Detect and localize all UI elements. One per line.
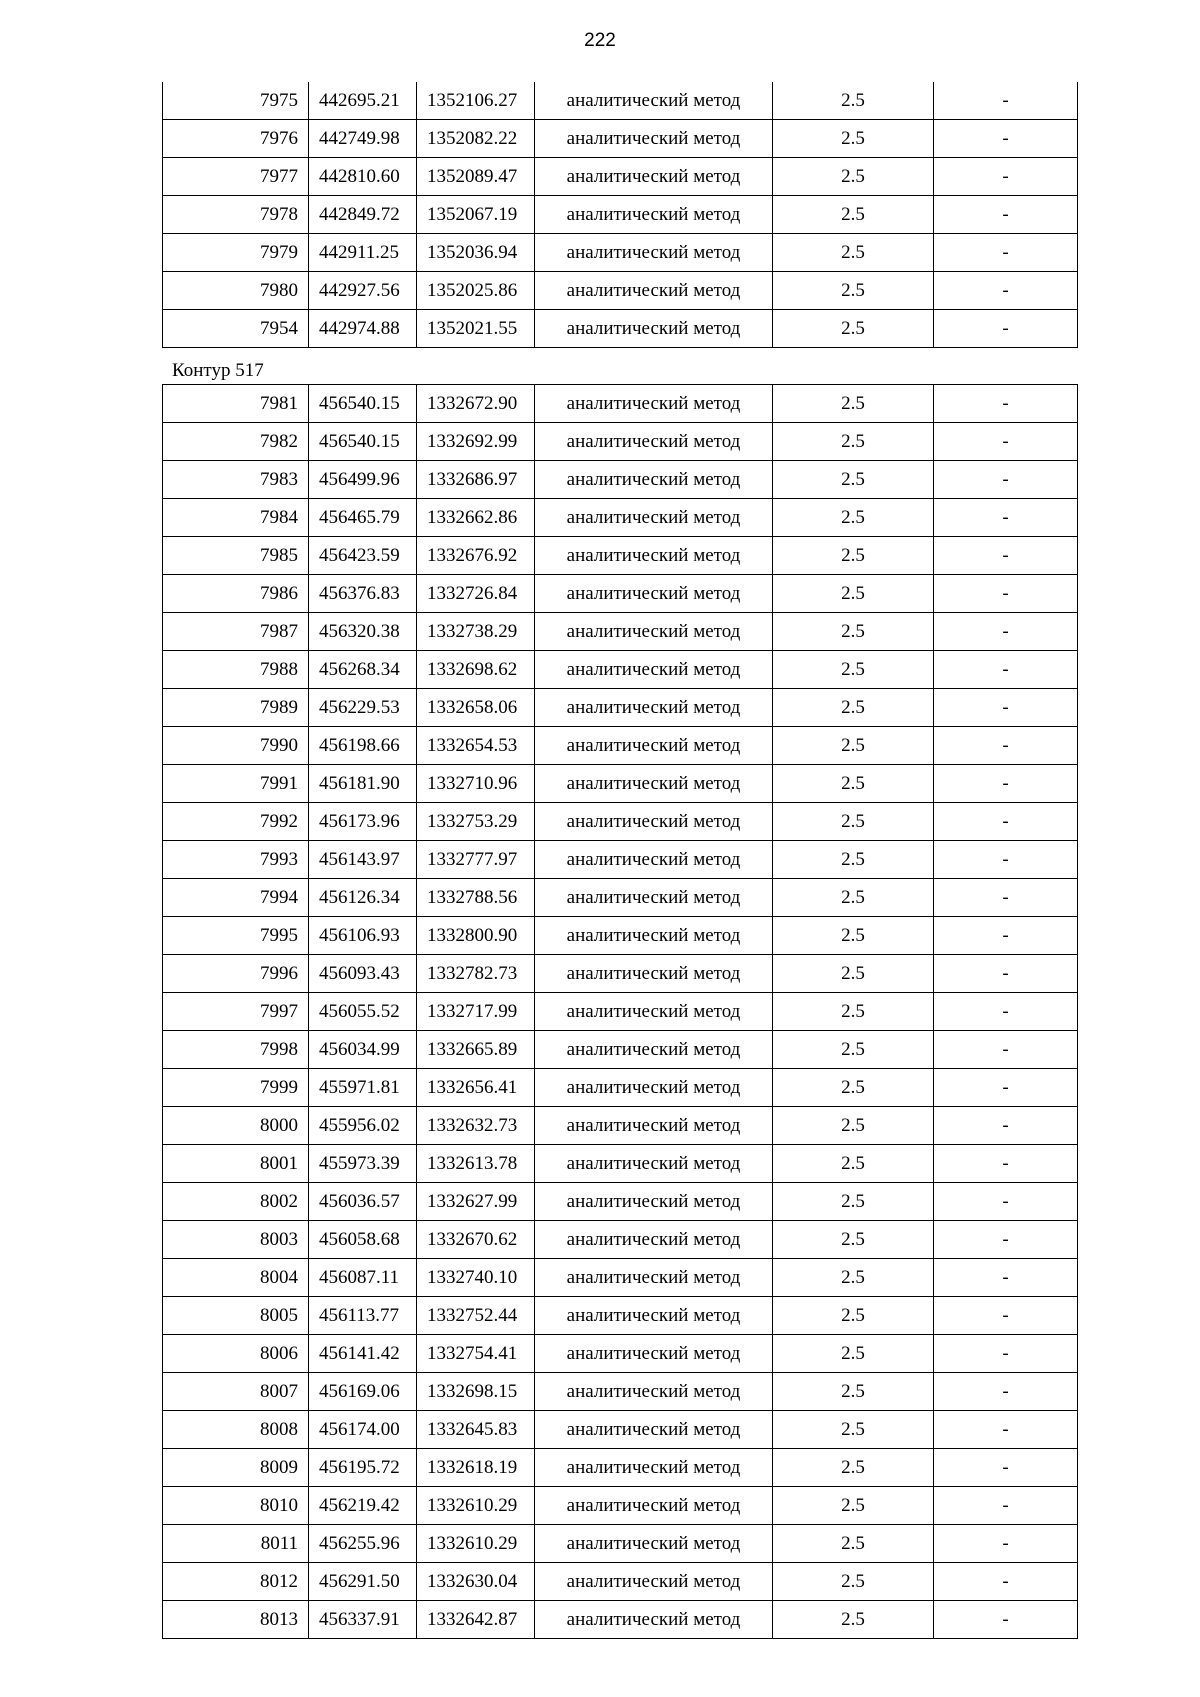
accuracy-cell: 2.5 [773, 689, 934, 727]
accuracy-cell: 2.5 [773, 385, 934, 423]
x-coordinate-cell: 456229.53 [309, 689, 417, 727]
method-cell: аналитический метод [535, 917, 773, 955]
method-cell: аналитический метод [535, 385, 773, 423]
note-cell: - [934, 1107, 1078, 1145]
table-row [163, 1069, 1078, 1107]
accuracy-cell: 2.5 [773, 841, 934, 879]
accuracy-cell: 2.5 [773, 1297, 934, 1335]
note-cell: - [934, 1373, 1078, 1411]
y-coordinate-cell: 1332610.29 [417, 1487, 535, 1525]
x-coordinate-cell: 456540.15 [309, 423, 417, 461]
y-coordinate-cell: 1332654.53 [417, 727, 535, 765]
accuracy-cell: 2.5 [773, 1259, 934, 1297]
note-cell: - [934, 1563, 1078, 1601]
y-coordinate-cell: 1332642.87 [417, 1601, 535, 1639]
x-coordinate-cell: 456255.96 [309, 1525, 417, 1563]
table-row [163, 196, 1078, 234]
table-row [163, 499, 1078, 537]
note-cell: - [934, 651, 1078, 689]
note-cell: - [934, 1183, 1078, 1221]
point-number-cell: 7994 [163, 879, 309, 917]
method-cell: аналитический метод [535, 1449, 773, 1487]
y-coordinate-cell: 1332738.29 [417, 613, 535, 651]
note-cell: - [934, 1601, 1078, 1639]
y-coordinate-cell: 1332672.90 [417, 385, 535, 423]
point-number-cell: 7954 [163, 310, 309, 348]
method-cell: аналитический метод [535, 1525, 773, 1563]
accuracy-cell: 2.5 [773, 1449, 934, 1487]
point-number-cell: 7980 [163, 272, 309, 310]
x-coordinate-cell: 456126.34 [309, 879, 417, 917]
y-coordinate-cell: 1352025.86 [417, 272, 535, 310]
y-coordinate-cell: 1332686.97 [417, 461, 535, 499]
table-row [163, 1487, 1078, 1525]
point-number-cell: 7977 [163, 158, 309, 196]
accuracy-cell: 2.5 [773, 120, 934, 158]
y-coordinate-cell: 1332676.92 [417, 537, 535, 575]
x-coordinate-cell: 442927.56 [309, 272, 417, 310]
table-row [163, 1259, 1078, 1297]
note-cell: - [934, 423, 1078, 461]
x-coordinate-cell: 456465.79 [309, 499, 417, 537]
x-coordinate-cell: 442849.72 [309, 196, 417, 234]
method-cell: аналитический метод [535, 803, 773, 841]
note-cell: - [934, 1335, 1078, 1373]
method-cell: аналитический метод [535, 423, 773, 461]
y-coordinate-cell: 1332726.84 [417, 575, 535, 613]
method-cell: аналитический метод [535, 1297, 773, 1335]
method-cell: аналитический метод [535, 537, 773, 575]
point-number-cell: 7998 [163, 1031, 309, 1069]
table-row [163, 1031, 1078, 1069]
y-coordinate-cell: 1332754.41 [417, 1335, 535, 1373]
table-row [163, 1297, 1078, 1335]
table-row [163, 1145, 1078, 1183]
x-coordinate-cell: 456055.52 [309, 993, 417, 1031]
point-number-cell: 8001 [163, 1145, 309, 1183]
y-coordinate-cell: 1332717.99 [417, 993, 535, 1031]
x-coordinate-cell: 456036.57 [309, 1183, 417, 1221]
table-row [163, 689, 1078, 727]
accuracy-cell: 2.5 [773, 1145, 934, 1183]
table-row [163, 310, 1078, 348]
note-cell: - [934, 955, 1078, 993]
table-row [163, 1221, 1078, 1259]
accuracy-cell: 2.5 [773, 537, 934, 575]
y-coordinate-cell: 1332662.86 [417, 499, 535, 537]
point-number-cell: 8008 [163, 1411, 309, 1449]
table-row [163, 234, 1078, 272]
point-number-cell: 7984 [163, 499, 309, 537]
method-cell: аналитический метод [535, 1221, 773, 1259]
accuracy-cell: 2.5 [773, 765, 934, 803]
note-cell: - [934, 537, 1078, 575]
table-row [163, 1183, 1078, 1221]
y-coordinate-cell: 1332618.19 [417, 1449, 535, 1487]
coordinates-table-continued [162, 82, 1078, 348]
y-coordinate-cell: 1332613.78 [417, 1145, 535, 1183]
point-number-cell: 7989 [163, 689, 309, 727]
note-cell: - [934, 1525, 1078, 1563]
table-row [163, 1335, 1078, 1373]
x-coordinate-cell: 456219.42 [309, 1487, 417, 1525]
accuracy-cell: 2.5 [773, 879, 934, 917]
note-cell: - [934, 1031, 1078, 1069]
accuracy-cell: 2.5 [773, 575, 934, 613]
y-coordinate-cell: 1352089.47 [417, 158, 535, 196]
table-row [163, 575, 1078, 613]
note-cell: - [934, 613, 1078, 651]
accuracy-cell: 2.5 [773, 613, 934, 651]
method-cell: аналитический метод [535, 1601, 773, 1639]
y-coordinate-cell: 1332698.15 [417, 1373, 535, 1411]
y-coordinate-cell: 1332777.97 [417, 841, 535, 879]
x-coordinate-cell: 456093.43 [309, 955, 417, 993]
x-coordinate-cell: 442911.25 [309, 234, 417, 272]
x-coordinate-cell: 442974.88 [309, 310, 417, 348]
table-row [163, 803, 1078, 841]
point-number-cell: 7982 [163, 423, 309, 461]
note-cell: - [934, 1297, 1078, 1335]
x-coordinate-cell: 456376.83 [309, 575, 417, 613]
note-cell: - [934, 158, 1078, 196]
accuracy-cell: 2.5 [773, 1221, 934, 1259]
method-cell: аналитический метод [535, 841, 773, 879]
y-coordinate-cell: 1332665.89 [417, 1031, 535, 1069]
x-coordinate-cell: 456291.50 [309, 1563, 417, 1601]
note-cell: - [934, 727, 1078, 765]
point-number-cell: 7979 [163, 234, 309, 272]
table-row [163, 1411, 1078, 1449]
accuracy-cell: 2.5 [773, 917, 934, 955]
x-coordinate-cell: 456181.90 [309, 765, 417, 803]
table-row [163, 158, 1078, 196]
y-coordinate-cell: 1332627.99 [417, 1183, 535, 1221]
method-cell: аналитический метод [535, 1411, 773, 1449]
point-number-cell: 7988 [163, 651, 309, 689]
note-cell: - [934, 310, 1078, 348]
y-coordinate-cell: 1332670.62 [417, 1221, 535, 1259]
y-coordinate-cell: 1332645.83 [417, 1411, 535, 1449]
point-number-cell: 7995 [163, 917, 309, 955]
method-cell: аналитический метод [535, 651, 773, 689]
table-row [163, 1449, 1078, 1487]
x-coordinate-cell: 456320.38 [309, 613, 417, 651]
accuracy-cell: 2.5 [773, 1107, 934, 1145]
point-number-cell: 7990 [163, 727, 309, 765]
note-cell: - [934, 803, 1078, 841]
x-coordinate-cell: 456143.97 [309, 841, 417, 879]
accuracy-cell: 2.5 [773, 1563, 934, 1601]
point-number-cell: 8000 [163, 1107, 309, 1145]
table-row [163, 993, 1078, 1031]
method-cell: аналитический метод [535, 1259, 773, 1297]
accuracy-cell: 2.5 [773, 651, 934, 689]
method-cell: аналитический метод [535, 879, 773, 917]
y-coordinate-cell: 1332710.96 [417, 765, 535, 803]
x-coordinate-cell: 456540.15 [309, 385, 417, 423]
x-coordinate-cell: 442810.60 [309, 158, 417, 196]
x-coordinate-cell: 455956.02 [309, 1107, 417, 1145]
method-cell: аналитический метод [535, 158, 773, 196]
y-coordinate-cell: 1332630.04 [417, 1563, 535, 1601]
table-row [163, 82, 1078, 120]
y-coordinate-cell: 1352067.19 [417, 196, 535, 234]
method-cell: аналитический метод [535, 82, 773, 120]
x-coordinate-cell: 455971.81 [309, 1069, 417, 1107]
point-number-cell: 8006 [163, 1335, 309, 1373]
page-number: 222 [584, 30, 616, 51]
method-cell: аналитический метод [535, 120, 773, 158]
method-cell: аналитический метод [535, 1335, 773, 1373]
accuracy-cell: 2.5 [773, 993, 934, 1031]
point-number-cell: 7992 [163, 803, 309, 841]
accuracy-cell: 2.5 [773, 499, 934, 537]
table-row [163, 1525, 1078, 1563]
accuracy-cell: 2.5 [773, 1411, 934, 1449]
table-row [163, 1563, 1078, 1601]
x-coordinate-cell: 456173.96 [309, 803, 417, 841]
accuracy-cell: 2.5 [773, 196, 934, 234]
note-cell: - [934, 1487, 1078, 1525]
table-row [163, 879, 1078, 917]
method-cell: аналитический метод [535, 993, 773, 1031]
point-number-cell: 8012 [163, 1563, 309, 1601]
method-cell: аналитический метод [535, 272, 773, 310]
x-coordinate-cell: 456141.42 [309, 1335, 417, 1373]
point-number-cell: 8010 [163, 1487, 309, 1525]
x-coordinate-cell: 456195.72 [309, 1449, 417, 1487]
method-cell: аналитический метод [535, 310, 773, 348]
accuracy-cell: 2.5 [773, 1525, 934, 1563]
accuracy-cell: 2.5 [773, 423, 934, 461]
point-number-cell: 8003 [163, 1221, 309, 1259]
accuracy-cell: 2.5 [773, 234, 934, 272]
accuracy-cell: 2.5 [773, 1335, 934, 1373]
x-coordinate-cell: 442749.98 [309, 120, 417, 158]
accuracy-cell: 2.5 [773, 1373, 934, 1411]
table-row [163, 1601, 1078, 1639]
note-cell: - [934, 385, 1078, 423]
table-row [163, 120, 1078, 158]
table-row [163, 1373, 1078, 1411]
accuracy-cell: 2.5 [773, 1487, 934, 1525]
accuracy-cell: 2.5 [773, 1183, 934, 1221]
x-coordinate-cell: 456087.11 [309, 1259, 417, 1297]
x-coordinate-cell: 456174.00 [309, 1411, 417, 1449]
y-coordinate-cell: 1332698.62 [417, 651, 535, 689]
note-cell: - [934, 272, 1078, 310]
x-coordinate-cell: 442695.21 [309, 82, 417, 120]
note-cell: - [934, 1069, 1078, 1107]
table-row [163, 917, 1078, 955]
note-cell: - [934, 765, 1078, 803]
x-coordinate-cell: 456113.77 [309, 1297, 417, 1335]
method-cell: аналитический метод [535, 461, 773, 499]
method-cell: аналитический метод [535, 727, 773, 765]
point-number-cell: 8002 [163, 1183, 309, 1221]
method-cell: аналитический метод [535, 1031, 773, 1069]
x-coordinate-cell: 456423.59 [309, 537, 417, 575]
note-cell: - [934, 575, 1078, 613]
point-number-cell: 7976 [163, 120, 309, 158]
method-cell: аналитический метод [535, 1069, 773, 1107]
point-number-cell: 7997 [163, 993, 309, 1031]
note-cell: - [934, 82, 1078, 120]
note-cell: - [934, 917, 1078, 955]
method-cell: аналитический метод [535, 689, 773, 727]
note-cell: - [934, 1221, 1078, 1259]
table-row [163, 613, 1078, 651]
x-coordinate-cell: 456337.91 [309, 1601, 417, 1639]
table-row [163, 955, 1078, 993]
note-cell: - [934, 1411, 1078, 1449]
table-row [163, 272, 1078, 310]
method-cell: аналитический метод [535, 1373, 773, 1411]
point-number-cell: 8013 [163, 1601, 309, 1639]
accuracy-cell: 2.5 [773, 1069, 934, 1107]
table-row [163, 1107, 1078, 1145]
method-cell: аналитический метод [535, 613, 773, 651]
note-cell: - [934, 689, 1078, 727]
point-number-cell: 7996 [163, 955, 309, 993]
y-coordinate-cell: 1352036.94 [417, 234, 535, 272]
note-cell: - [934, 1145, 1078, 1183]
accuracy-cell: 2.5 [773, 727, 934, 765]
y-coordinate-cell: 1332610.29 [417, 1525, 535, 1563]
table-row [163, 727, 1078, 765]
accuracy-cell: 2.5 [773, 272, 934, 310]
point-number-cell: 7991 [163, 765, 309, 803]
point-number-cell: 7985 [163, 537, 309, 575]
method-cell: аналитический метод [535, 499, 773, 537]
table-row [163, 765, 1078, 803]
method-cell: аналитический метод [535, 1145, 773, 1183]
point-number-cell: 8011 [163, 1525, 309, 1563]
method-cell: аналитический метод [535, 955, 773, 993]
accuracy-cell: 2.5 [773, 803, 934, 841]
point-number-cell: 8005 [163, 1297, 309, 1335]
table-row [163, 841, 1078, 879]
accuracy-cell: 2.5 [773, 158, 934, 196]
x-coordinate-cell: 456169.06 [309, 1373, 417, 1411]
method-cell: аналитический метод [535, 575, 773, 613]
note-cell: - [934, 234, 1078, 272]
note-cell: - [934, 196, 1078, 234]
point-number-cell: 7975 [163, 82, 309, 120]
coordinates-table-contour-517 [162, 384, 1078, 1639]
note-cell: - [934, 1259, 1078, 1297]
method-cell: аналитический метод [535, 765, 773, 803]
y-coordinate-cell: 1332656.41 [417, 1069, 535, 1107]
note-cell: - [934, 993, 1078, 1031]
y-coordinate-cell: 1352082.22 [417, 120, 535, 158]
x-coordinate-cell: 456058.68 [309, 1221, 417, 1259]
note-cell: - [934, 461, 1078, 499]
accuracy-cell: 2.5 [773, 955, 934, 993]
x-coordinate-cell: 456198.66 [309, 727, 417, 765]
accuracy-cell: 2.5 [773, 1031, 934, 1069]
method-cell: аналитический метод [535, 1107, 773, 1145]
y-coordinate-cell: 1332740.10 [417, 1259, 535, 1297]
method-cell: аналитический метод [535, 1563, 773, 1601]
table-row [163, 651, 1078, 689]
x-coordinate-cell: 456499.96 [309, 461, 417, 499]
x-coordinate-cell: 456106.93 [309, 917, 417, 955]
point-number-cell: 7983 [163, 461, 309, 499]
method-cell: аналитический метод [535, 1183, 773, 1221]
y-coordinate-cell: 1332692.99 [417, 423, 535, 461]
point-number-cell: 7981 [163, 385, 309, 423]
table-row [163, 385, 1078, 423]
y-coordinate-cell: 1332752.44 [417, 1297, 535, 1335]
point-number-cell: 7993 [163, 841, 309, 879]
accuracy-cell: 2.5 [773, 310, 934, 348]
y-coordinate-cell: 1332753.29 [417, 803, 535, 841]
accuracy-cell: 2.5 [773, 461, 934, 499]
method-cell: аналитический метод [535, 234, 773, 272]
contour-label: Контур 517 [172, 360, 264, 381]
y-coordinate-cell: 1332782.73 [417, 955, 535, 993]
point-number-cell: 7999 [163, 1069, 309, 1107]
method-cell: аналитический метод [535, 196, 773, 234]
table-row [163, 423, 1078, 461]
accuracy-cell: 2.5 [773, 1601, 934, 1639]
note-cell: - [934, 499, 1078, 537]
y-coordinate-cell: 1332788.56 [417, 879, 535, 917]
note-cell: - [934, 1449, 1078, 1487]
point-number-cell: 8009 [163, 1449, 309, 1487]
y-coordinate-cell: 1352021.55 [417, 310, 535, 348]
point-number-cell: 7987 [163, 613, 309, 651]
x-coordinate-cell: 455973.39 [309, 1145, 417, 1183]
point-number-cell: 8004 [163, 1259, 309, 1297]
y-coordinate-cell: 1332658.06 [417, 689, 535, 727]
note-cell: - [934, 879, 1078, 917]
point-number-cell: 7986 [163, 575, 309, 613]
note-cell: - [934, 841, 1078, 879]
y-coordinate-cell: 1332800.90 [417, 917, 535, 955]
x-coordinate-cell: 456034.99 [309, 1031, 417, 1069]
table-row [163, 461, 1078, 499]
y-coordinate-cell: 1352106.27 [417, 82, 535, 120]
note-cell: - [934, 120, 1078, 158]
point-number-cell: 7978 [163, 196, 309, 234]
x-coordinate-cell: 456268.34 [309, 651, 417, 689]
table-row [163, 537, 1078, 575]
accuracy-cell: 2.5 [773, 82, 934, 120]
method-cell: аналитический метод [535, 1487, 773, 1525]
point-number-cell: 8007 [163, 1373, 309, 1411]
y-coordinate-cell: 1332632.73 [417, 1107, 535, 1145]
